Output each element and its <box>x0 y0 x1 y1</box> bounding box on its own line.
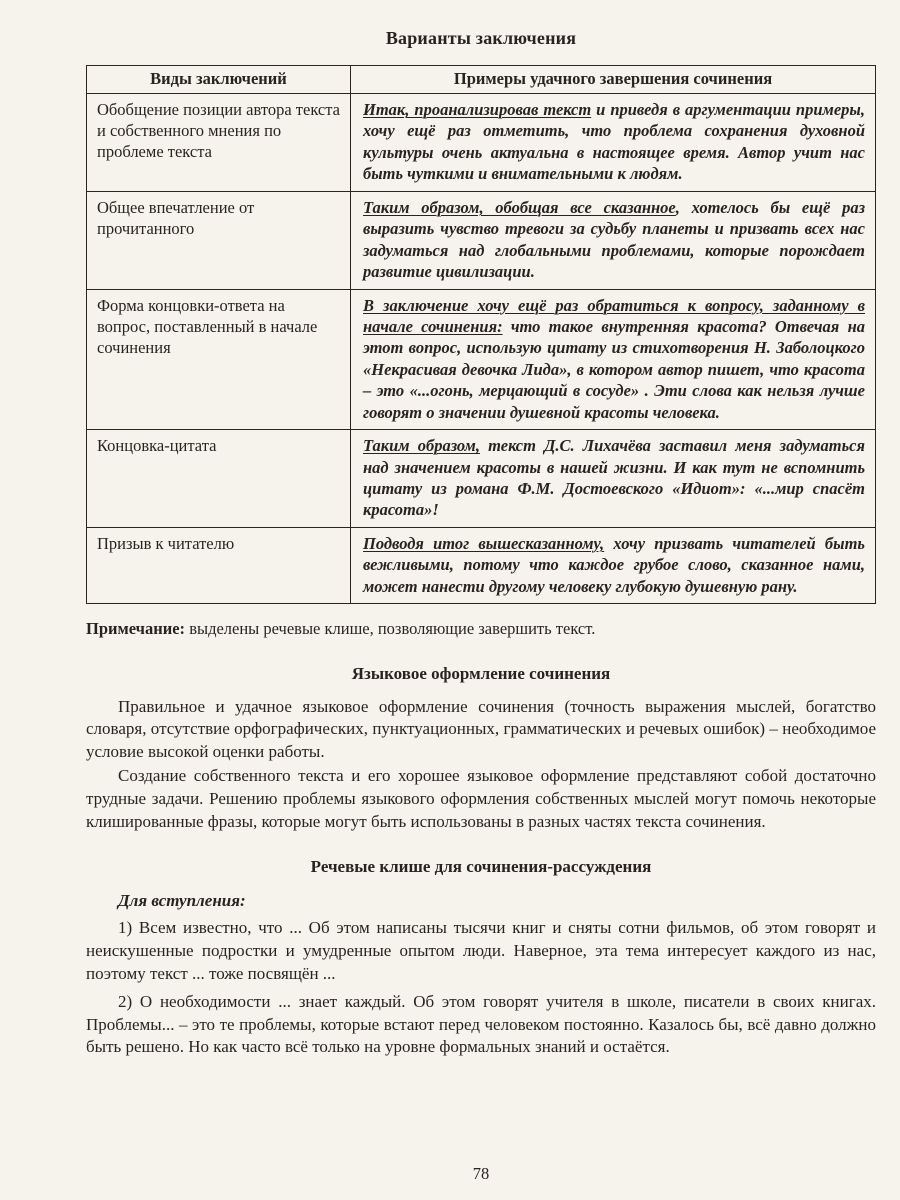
example-text: что такое внутренняя красота? Отвечая на этот вопрос, использую цитату из стихотворения Н. Заболоцкого «Некрасивая девочка Лида», в котором автор пишет, что красота – это «...огонь, мерцающий в сосуде» . Эти слова как нельзя лучше говорят о значении душевной красоты человека. <box>363 316 865 422</box>
subheading-introduction: Для вступления: <box>118 891 246 911</box>
conclusion-type: Общее впечатление от прочитанного <box>87 191 351 289</box>
section-heading-language: Языковое оформление сочинения <box>351 663 611 683</box>
example-text: , хотелось бы ещё раз выразить чувство тревоги за судьбу планеты и призвать всех нас задуматься над глобальными проблемами, которые порождает развитие цивилизации. <box>363 197 866 282</box>
conclusions-table <box>86 65 876 604</box>
conclusion-example <box>351 430 876 528</box>
table-row <box>87 94 876 192</box>
conclusion-example <box>351 191 876 289</box>
conclusion-type: Концовка-цитата <box>87 430 351 528</box>
table-header-types: Виды заключений <box>87 66 351 94</box>
table-row <box>87 527 876 603</box>
example-text: и приведя в аргументации примеры, хочу ещё раз отметить, что проблема сохранения духовной культуры очень актуальна в настоящее время. Автор учит нас быть чуткими и внимательными к людям. <box>363 100 865 184</box>
conclusion-example <box>351 527 876 603</box>
conclusion-example <box>351 289 876 430</box>
paragraph: Создание собственного текста и его хорошее языковое оформление представляют собой достаточно трудные задачи. Решению проблемы языкового оформления собственных мыслей могут помочь некоторые клишированные фразы, которые могут быть использованы в разных частях текста сочинения. <box>86 766 876 831</box>
page-number: 78 <box>472 1164 490 1183</box>
note-text: выделены речевые клише, позволяющие завершить текст. <box>185 619 596 639</box>
cliche-item: 2) О необходимости ... знает каждый. Об этом говорят учителя в школе, писатели в своих книгах. Проблемы... – это те проблемы, которые встают перед человеком постоянно. Казалось бы, всё давно должно быть решено. Но как часто всё только на уровне формальных знаний и остаётся. <box>86 992 876 1057</box>
speech-cliche: Таким образом, обобщая все сказанное <box>363 197 676 217</box>
table-header-examples: Примеры удачного завершения сочинения <box>351 66 876 94</box>
example-text: текст Д.С. Лихачёва заставил меня задуматься над значением красоты в нашей жизни. И как тут не вспомнить цитату из романа Ф.М. Достоевского «Идиот»: «...мир спасёт красота»! <box>363 436 865 520</box>
table-header-row <box>87 66 876 94</box>
section-heading-cliches: Речевые клише для сочинения-рассуждения <box>310 857 652 877</box>
paragraph: Правильное и удачное языковое оформление сочинения (точность выражения мыслей, богатство словаря, отсутствие орфографических, пунктуационных, грамматических и речевых ошибок) – необходимое условие высокой оценки работы. <box>86 696 876 761</box>
cliche-item: 1) Всем известно, что ... Об этом написаны тысячи книг и сняты сотни фильмов, об этом говорят и неискушенные подростки и умудренные опытом люди. Наверное, эта тема интересует каждого из нас, поэтому текст ... тоже посвящён ... <box>86 918 876 983</box>
speech-cliche: Итак, проанализировав текст <box>363 100 592 119</box>
note-label: Примечание: <box>86 619 186 639</box>
table-row <box>87 430 876 528</box>
conclusion-type: Форма концовки-ответа на вопрос, поставленный в начале сочинения <box>87 289 351 430</box>
speech-cliche: Подводя итог вышесказанному, <box>363 533 605 553</box>
conclusion-example <box>351 94 876 192</box>
conclusion-type: Призыв к читателю <box>87 527 351 603</box>
table-row <box>87 191 876 289</box>
conclusion-type: Обобщение позиции автора текста и собственного мнения по проблеме текста <box>87 94 351 192</box>
example-text: хочу призвать читателей быть вежливыми, потому что каждое грубое слово, сказанное нами, может нанести другому человеку глубокую душевную рану. <box>363 533 865 596</box>
speech-cliche: В заключение хочу ещё раз обратиться к вопросу, заданному в начале сочинения: <box>363 295 865 336</box>
table-row <box>87 289 876 430</box>
note <box>86 618 876 639</box>
page-title: Варианты заключения <box>385 28 577 48</box>
speech-cliche: Таким образом, <box>363 436 480 456</box>
